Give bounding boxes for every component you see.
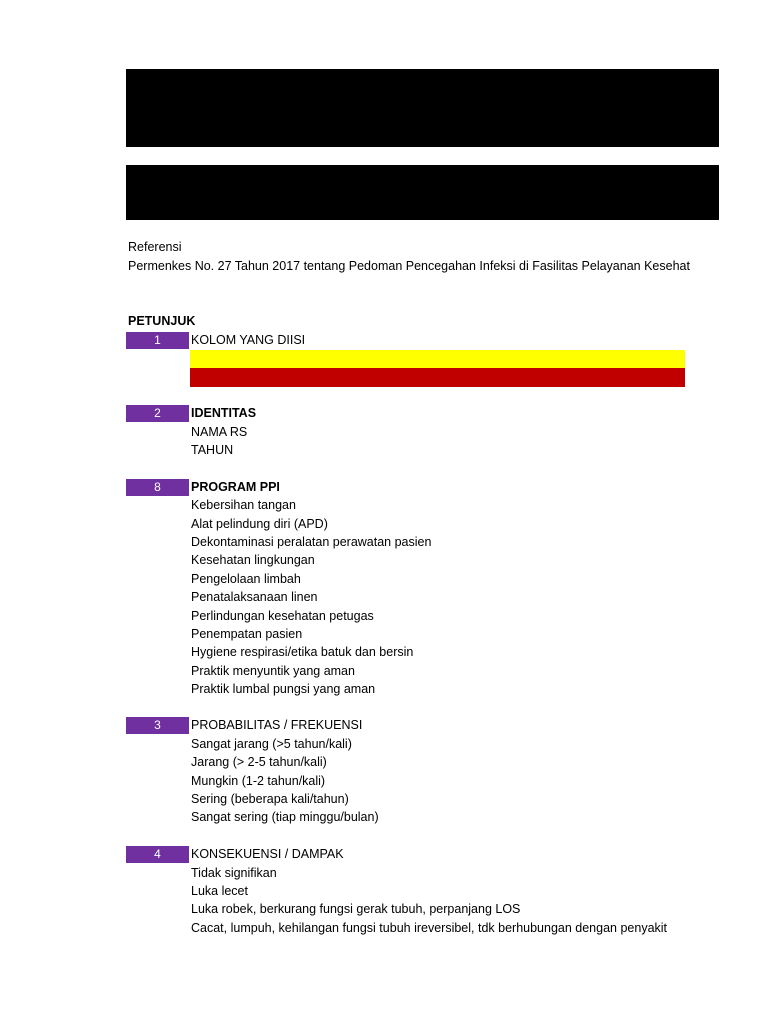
redacted-title-block xyxy=(126,69,719,147)
probabilitas-title: PROBABILITAS / FREKUENSI xyxy=(191,718,363,732)
konsekuensi-number-badge: 4 xyxy=(126,846,189,863)
probabilitas-item: Jarang (> 2-5 tahun/kali) xyxy=(191,755,327,769)
konsekuensi-item: Cacat, lumpuh, kehilangan fungsi tubuh ireversibel, tdk berhubungan dengan penyakit xyxy=(191,921,668,935)
program-item: Dekontaminasi peralatan perawatan pasien xyxy=(191,535,432,549)
program-item: Penempatan pasien xyxy=(191,627,303,641)
program-item: Kebersihan tangan xyxy=(191,498,296,512)
identitas-item: TAHUN xyxy=(191,443,234,457)
petunjuk-title: PETUNJUK xyxy=(128,314,196,328)
program-item: Kesehatan lingkungan xyxy=(191,553,315,567)
program-title: PROGRAM PPI xyxy=(191,480,280,494)
redacted-subtitle-block xyxy=(126,165,719,220)
legend-label: KOLOM YANG DIISI xyxy=(191,333,306,347)
legend-number-badge: 1 xyxy=(126,332,189,349)
program-item: Penatalaksanaan linen xyxy=(191,590,318,604)
program-number-badge: 8 xyxy=(126,479,189,496)
reference-label: Referensi xyxy=(128,240,182,254)
konsekuensi-item: Tidak signifikan xyxy=(191,866,277,880)
program-item: Perlindungan kesehatan petugas xyxy=(191,609,374,623)
probabilitas-number-badge: 3 xyxy=(126,717,189,734)
program-item: Praktik lumbal pungsi yang aman xyxy=(191,682,376,696)
konsekuensi-item: Luka robek, berkurang fungsi gerak tubuh, perpanjang LOS xyxy=(191,902,521,916)
probabilitas-item: Sangat sering (tiap minggu/bulan) xyxy=(191,810,379,824)
program-item: Pengelolaan limbah xyxy=(191,572,301,586)
legend-yellow-swatch xyxy=(190,350,685,368)
program-item: Alat pelindung diri (APD) xyxy=(191,517,328,531)
probabilitas-item: Sangat jarang (>5 tahun/kali) xyxy=(191,737,352,751)
konsekuensi-item: Luka lecet xyxy=(191,884,248,898)
identitas-number-badge: 2 xyxy=(126,405,189,422)
reference-text: Permenkes No. 27 Tahun 2017 tentang Pedoman Pencegahan Infeksi di Fasilitas Pelayanan Kesehat xyxy=(128,259,690,273)
program-item: Praktik menyuntik yang aman xyxy=(191,664,355,678)
program-item: Hygiene respirasi/etika batuk dan bersin xyxy=(191,645,414,659)
identitas-item: NAMA RS xyxy=(191,425,248,439)
probabilitas-item: Mungkin (1-2 tahun/kali) xyxy=(191,774,326,788)
probabilitas-item: Sering (beberapa kali/tahun) xyxy=(191,792,349,806)
legend-red-swatch xyxy=(190,368,685,387)
konsekuensi-title: KONSEKUENSI / DAMPAK xyxy=(191,847,344,861)
identitas-title: IDENTITAS xyxy=(191,406,257,420)
